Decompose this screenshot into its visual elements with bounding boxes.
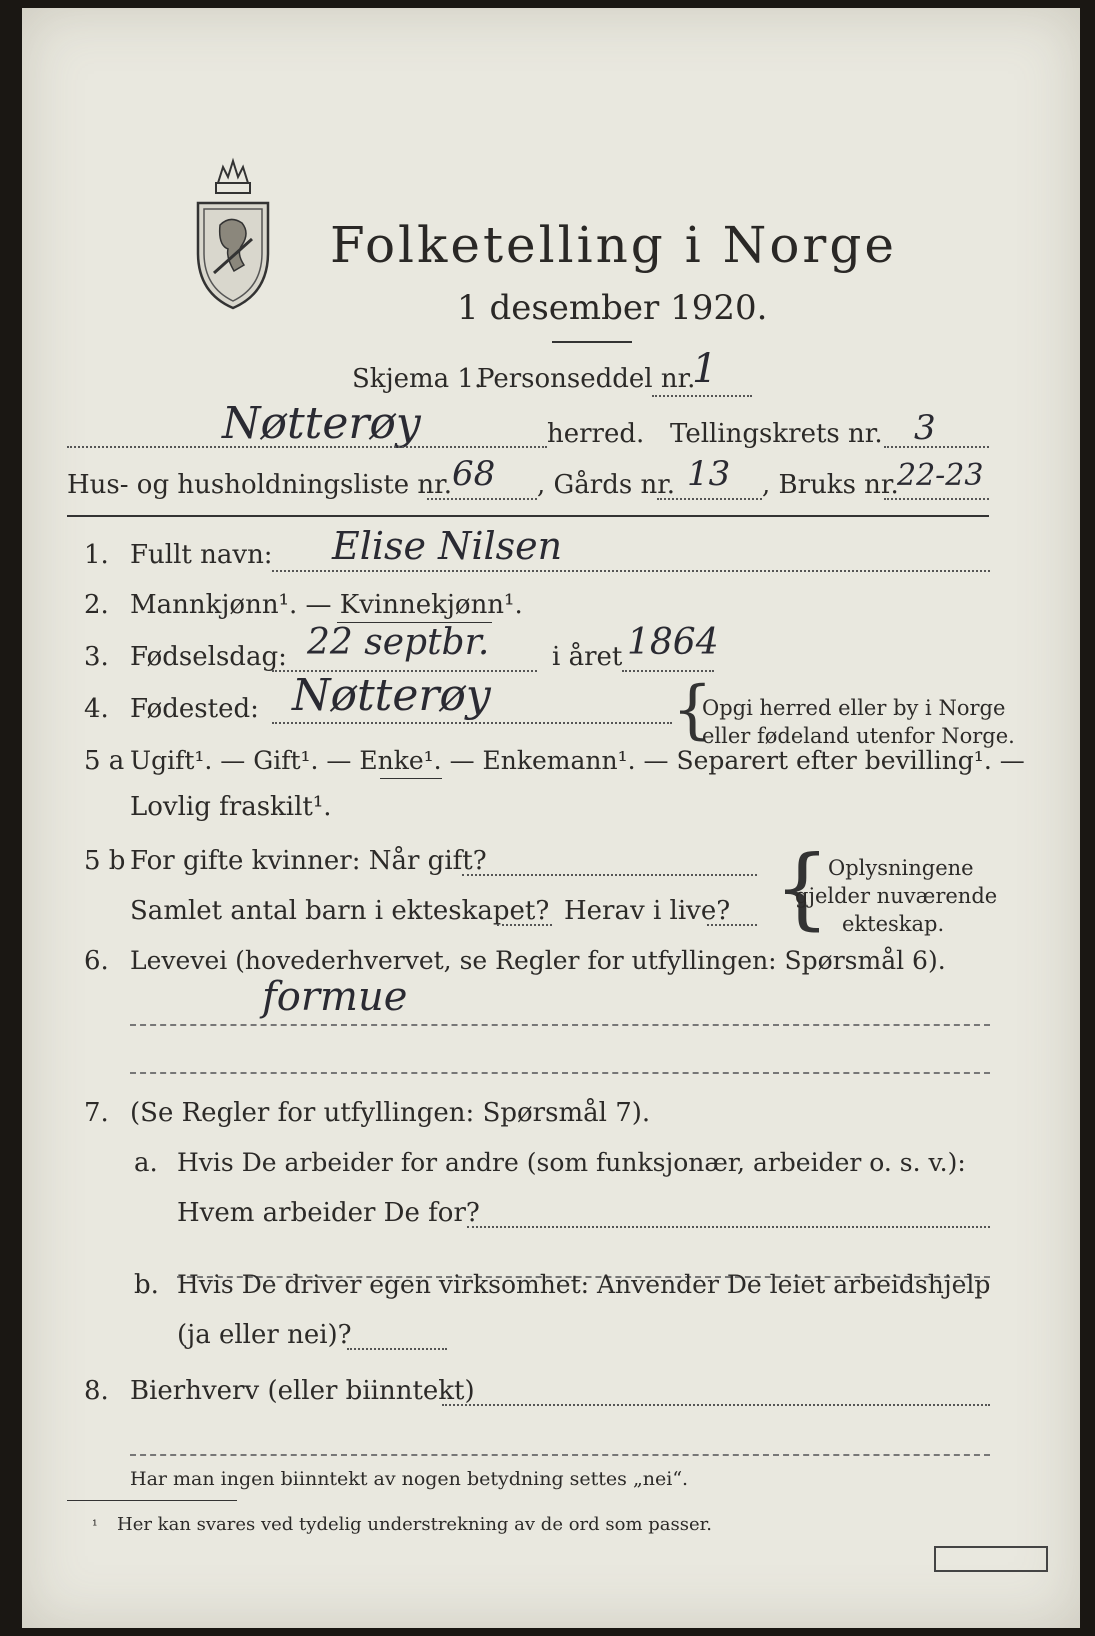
marriage-date-line [462, 874, 757, 876]
q5b-brace: { [774, 836, 830, 939]
q5b-children-label: Samlet antal barn i ekteskapet? [130, 896, 550, 926]
q5b-note-line1: Oplysningene [828, 856, 974, 880]
form-title: Folketelling i Norge [330, 216, 897, 274]
marital-status-underline [380, 778, 442, 779]
birthplace-line [272, 722, 672, 724]
form-date: 1 desember 1920. [457, 288, 768, 328]
q6-number: 6. [84, 946, 109, 976]
marital-status-options[interactable]: Ugift¹. — Gift¹. — Enke¹. — Enkemann¹. — Separert efter bevilling¹. — [130, 746, 1025, 775]
q5b-alive-label: Herav i live? [564, 896, 731, 926]
tellingskrets-nr-value[interactable]: 3 [914, 408, 936, 448]
title-divider [552, 341, 632, 343]
birth-year-value[interactable]: 1864 [627, 622, 719, 663]
personseddel-label: Personseddel nr. [477, 364, 696, 394]
header-separator [67, 515, 989, 517]
side-income-line [442, 1404, 990, 1406]
tellingskrets-label: Tellingskrets nr. [670, 419, 883, 449]
occupation-line1 [130, 1024, 990, 1026]
gender-options[interactable]: Mannkjønn¹. — Kvinnekjønn¹. [130, 590, 523, 620]
full-name-value[interactable]: Elise Nilsen [332, 524, 563, 568]
hired-help-line [347, 1348, 447, 1350]
personseddel-nr-line [652, 395, 752, 397]
q3-label: Fødselsdag: [130, 642, 287, 672]
q8-number: 8. [84, 1376, 109, 1406]
gards-label: , Gårds nr. [537, 470, 676, 500]
q7a-line2: Hvem arbeider De for? [177, 1198, 480, 1228]
q5b-note-line2: gjelder nuværende [795, 884, 998, 908]
q4-note-line1: Opgi herred eller by i Norge [702, 696, 1006, 720]
husliste-nr-value[interactable]: 68 [452, 454, 496, 494]
gards-nr-value[interactable]: 13 [687, 454, 731, 494]
q7-number: 7. [84, 1098, 109, 1128]
footer-divider [67, 1500, 237, 1501]
printer-stamp [934, 1546, 1048, 1572]
birthdate-value[interactable]: 22 septbr. [307, 622, 490, 663]
full-name-line [272, 570, 990, 572]
children-alive-line [707, 924, 757, 926]
q7-label: (Se Regler for utfyllingen: Spørsmål 7). [130, 1098, 651, 1128]
q3-number: 3. [84, 642, 109, 672]
q1-number: 1. [84, 540, 109, 570]
norwegian-coat-of-arms-icon [190, 153, 276, 311]
footnote-mark: ¹ [92, 1518, 98, 1534]
q4-number: 4. [84, 694, 109, 724]
q5b-number: 5 b [84, 846, 126, 876]
bruks-nr-line [884, 498, 989, 500]
q7b-number: b. [134, 1270, 159, 1300]
skjema-label: Skjema 1. [352, 364, 483, 394]
herred-line [67, 446, 547, 448]
gards-nr-line [657, 498, 762, 500]
birth-year-line [622, 670, 714, 672]
bruks-label: , Bruks nr. [762, 470, 899, 500]
q4-note-line2: eller fødeland utenfor Norge. [702, 724, 1015, 748]
employer-line [467, 1226, 990, 1228]
q4-brace: { [672, 673, 713, 747]
q1-label: Fullt navn: [130, 540, 273, 570]
q8-label: Bierhverv (eller biinntekt) [130, 1376, 475, 1406]
personseddel-nr-value[interactable]: 1 [692, 346, 718, 392]
q7a-number: a. [134, 1148, 158, 1178]
q7b-line1: Hvis De driver egen virksomhet: Anvender De leiet arbeidshjelp [177, 1270, 991, 1299]
q2-number: 2. [84, 590, 109, 620]
q5a-number: 5 a [84, 746, 125, 776]
q5b-line1: For gifte kvinner: Når gift? [130, 846, 487, 876]
marital-status-line2[interactable]: Lovlig fraskilt¹. [130, 792, 332, 822]
husliste-label: Hus- og husholdningsliste nr. [67, 470, 453, 500]
children-count-line [497, 924, 552, 926]
side-income-note: Har man ingen biinntekt av nogen betydning settes „nei“. [130, 1468, 689, 1490]
side-income-line2 [130, 1454, 990, 1456]
herred-value[interactable]: Nøtterøy [222, 398, 421, 449]
q5b-note-line3: ekteskap. [842, 912, 945, 936]
footnote-text: Her kan svares ved tydelig understrekning av de ord som passer. [117, 1514, 712, 1535]
q6-label: Levevei (hovederhvervet, se Regler for utfyllingen: Spørsmål 6). [130, 946, 946, 975]
birthplace-value[interactable]: Nøtterøy [292, 670, 491, 721]
birth-year-label: i året [552, 642, 623, 672]
q7b-line2: (ja eller nei)? [177, 1320, 352, 1350]
q7a-line1: Hvis De arbeider for andre (som funksjonær, arbeider o. s. v.): [177, 1148, 966, 1177]
occupation-value[interactable]: formue [262, 974, 408, 1020]
bruks-nr-value[interactable]: 22-23 [897, 458, 984, 493]
herred-label: herred. [547, 419, 645, 449]
census-form-page [22, 8, 1080, 1628]
q4-label: Fødested: [130, 694, 259, 724]
occupation-line2 [130, 1072, 990, 1074]
husliste-nr-line [427, 498, 537, 500]
tellingskrets-nr-line [884, 446, 989, 448]
